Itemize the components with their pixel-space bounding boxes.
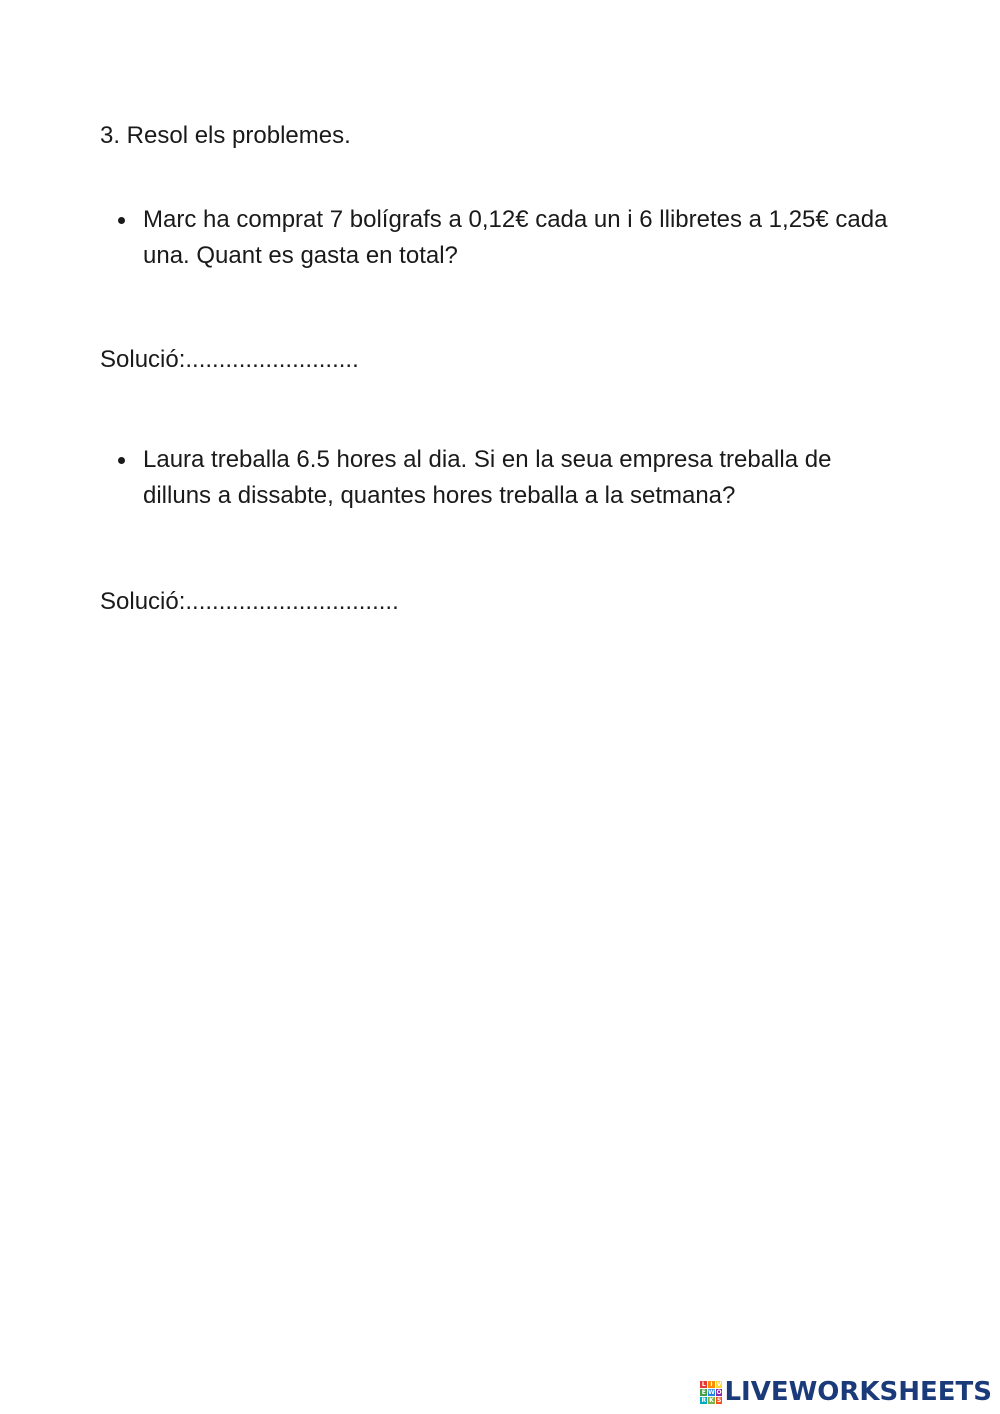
logo-text: LIVEWORKSHEETS bbox=[724, 1377, 992, 1407]
solution-answer-field[interactable]: Solució:.......................... bbox=[100, 346, 359, 373]
problem-list-2 bbox=[100, 442, 900, 514]
solution-answer-field[interactable]: Solució:................................ bbox=[100, 588, 399, 615]
logo-mark-icon bbox=[700, 1381, 722, 1403]
problem-item bbox=[100, 442, 900, 514]
exercise-heading: 3. Resol els problemes. bbox=[100, 122, 351, 149]
problem-text: Laura treballa 6.5 hores al dia. Si en la seua empresa treballa de dilluns a dissabte, quantes hores treballa a la setmana? bbox=[143, 446, 832, 509]
bullet-icon bbox=[118, 457, 125, 464]
problem-text: Marc ha comprat 7 bolígrafs a 0,12€ cada un i 6 llibretes a 1,25€ cada una. Quant es gasta en total? bbox=[143, 206, 888, 269]
liveworksheets-logo[interactable] bbox=[700, 1378, 992, 1406]
logo-mark-tile: V bbox=[716, 1381, 722, 1388]
logo-mark-tile: R bbox=[701, 1397, 707, 1404]
logo-mark-tile: O bbox=[716, 1389, 722, 1396]
logo-mark-tile: K bbox=[709, 1397, 714, 1404]
logo-mark-tile: I bbox=[708, 1381, 715, 1388]
logo-mark-tile: L bbox=[701, 1381, 706, 1388]
problem-list-1 bbox=[100, 202, 900, 274]
logo-mark-tile: E bbox=[701, 1389, 706, 1396]
problem-item bbox=[100, 202, 900, 274]
bullet-icon bbox=[118, 217, 125, 224]
logo-mark-tile: S bbox=[716, 1397, 722, 1404]
logo-mark-tile: W bbox=[708, 1389, 715, 1396]
